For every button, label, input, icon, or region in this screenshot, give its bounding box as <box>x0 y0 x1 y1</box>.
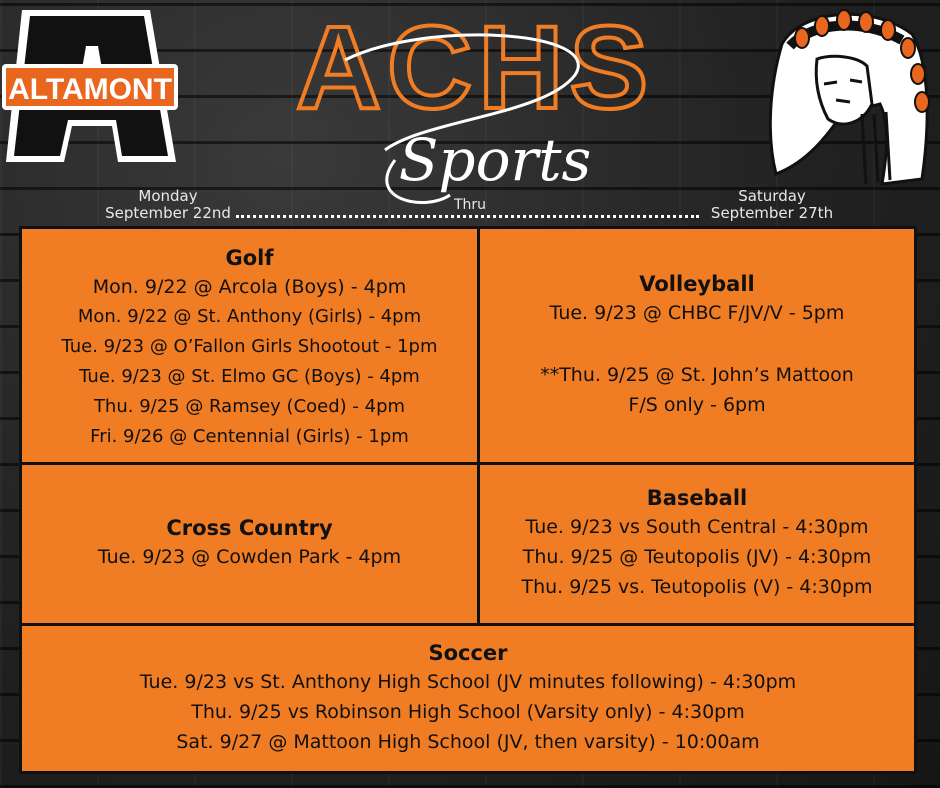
date-range-divider <box>236 215 699 218</box>
golf-event: Thu. 9/25 @ Ramsey (Coed) - 4pm <box>93 395 406 417</box>
baseball-event: Thu. 9/25 @ Teutopolis (JV) - 4:30pm <box>522 546 872 568</box>
volleyball-heading: Volleyball <box>639 271 755 296</box>
header <box>0 0 940 228</box>
achs-sports-title <box>275 0 675 220</box>
end-date <box>692 188 852 222</box>
golf-section <box>22 235 477 462</box>
volleyball-event: F/S only - 6pm <box>628 393 766 416</box>
start-date-label: September 22nd <box>105 204 231 222</box>
svg-text:ACHS: ACHS <box>295 2 655 134</box>
golf-event: Fri. 9/26 @ Centennial (Girls) - 1pm <box>90 425 409 447</box>
start-day-label: Monday <box>138 187 198 205</box>
golf-heading: Golf <box>225 245 274 270</box>
cross-country-heading: Cross Country <box>166 516 333 540</box>
schedule-grid <box>19 226 917 774</box>
altamont-a-logo <box>0 2 180 170</box>
svg-text:Sports: Sports <box>398 126 592 194</box>
golf-event: Tue. 9/23 @ O’Fallon Girls Shootout - 1pm <box>61 335 438 357</box>
golf-event: Mon. 9/22 @ St. Anthony (Girls) - 4pm <box>77 305 422 327</box>
soccer-section <box>22 626 914 771</box>
soccer-event: Sat. 9/27 @ Mattoon High School (JV, then varsity) - 10:00am <box>176 730 760 753</box>
start-date <box>82 188 254 222</box>
chief-headdress-mascot-icon <box>762 4 934 189</box>
soccer-heading: Soccer <box>428 640 508 665</box>
cross-country-event: Tue. 9/23 @ Cowden Park - 4pm <box>97 546 402 568</box>
svg-text:ALTAMONT: ALTAMONT <box>8 73 172 106</box>
baseball-event: Tue. 9/23 vs South Central - 4:30pm <box>525 516 869 538</box>
golf-event: Mon. 9/22 @ Arcola (Boys) - 4pm <box>92 275 407 298</box>
end-date-label: September 27th <box>710 204 834 222</box>
soccer-event: Tue. 9/23 vs St. Anthony High School (JV minutes following) - 4:30pm <box>139 670 797 693</box>
volleyball-section <box>480 229 914 462</box>
soccer-event: Thu. 9/25 vs Robinson High School (Varsity only) - 4:30pm <box>191 700 745 723</box>
baseball-event: Thu. 9/25 vs. Teutopolis (V) - 4:30pm <box>521 576 873 598</box>
cross-country-section <box>22 465 477 623</box>
golf-event: Tue. 9/23 @ St. Elmo GC (Boys) - 4pm <box>79 365 420 387</box>
end-day-label: Saturday <box>738 187 806 205</box>
volleyball-event: **Thu. 9/25 @ St. John’s Mattoon <box>540 363 854 386</box>
volleyball-event: Tue. 9/23 @ CHBC F/JV/V - 5pm <box>549 301 845 324</box>
baseball-section <box>480 465 914 623</box>
thru-label: Thru <box>453 197 487 213</box>
baseball-heading: Baseball <box>646 486 748 510</box>
